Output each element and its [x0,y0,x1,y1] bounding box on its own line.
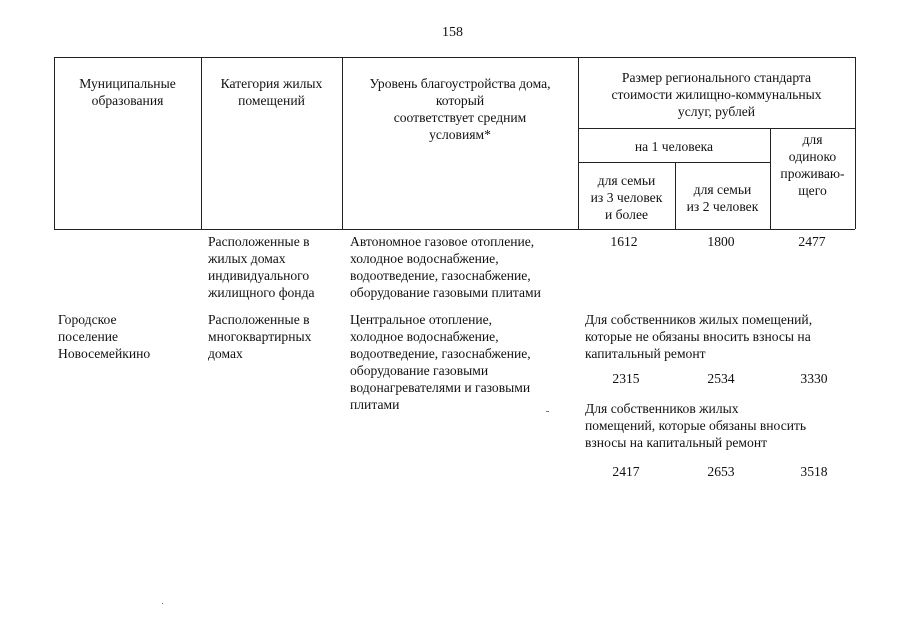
page-number: 158 [442,25,463,40]
value-family-3: 2417 [612,464,640,479]
header-municipality: Муниципальные образования [79,76,176,108]
group-note-no-contribution: Для собственников жилых помещений, которые не обязаны вносить взносы на капитальный ремонт [585,312,813,361]
value-family-2: 1800 [707,234,735,249]
value-single: 2477 [798,234,826,249]
row-municipality: Городское поселение Новосемейкино [58,312,151,361]
row-category: Расположенные в многоквартирных домах [208,312,312,361]
value-single: 3518 [800,464,828,479]
header-level: Уровень благоустройства дома, который соответствует средним условиям* [369,76,551,142]
group-note-with-contribution: Для собственников жилых помещений, которые обязаны вносить взносы на капитальный ремонт [585,401,807,450]
header-per-person: на 1 человека [634,139,714,154]
header-category: Категория жилых помещений [220,76,323,108]
header-standard: Размер регионального стандарта стоимости жилищно-коммунальных услуг, рублей [611,70,822,119]
scan-speck [162,603,163,604]
value-single: 3330 [800,371,828,386]
row-level: Центральное отопление, холодное водоснабжение, водоотведение, газоснабжение, оборудование газовыми водонагревателями и газовыми плитами [350,312,531,412]
value-family-3: 2315 [612,371,640,386]
header-family-2: для семьи из 2 человек [686,182,759,214]
value-family-3: 1612 [610,234,638,249]
header-single: для одиноко проживаю- щего [780,132,845,198]
scan-speck [546,411,549,412]
value-family-2: 2534 [707,371,735,386]
value-family-2: 2653 [707,464,735,479]
header-family-3: для семьи из 3 человек и более [590,173,663,222]
row-category: Расположенные в жилых домах индивидуального жилищного фонда [208,234,315,300]
row-level: Автономное газовое отопление, холодное водоснабжение, водоотведение, газоснабжение, оборудование газовыми плитами [350,234,541,300]
